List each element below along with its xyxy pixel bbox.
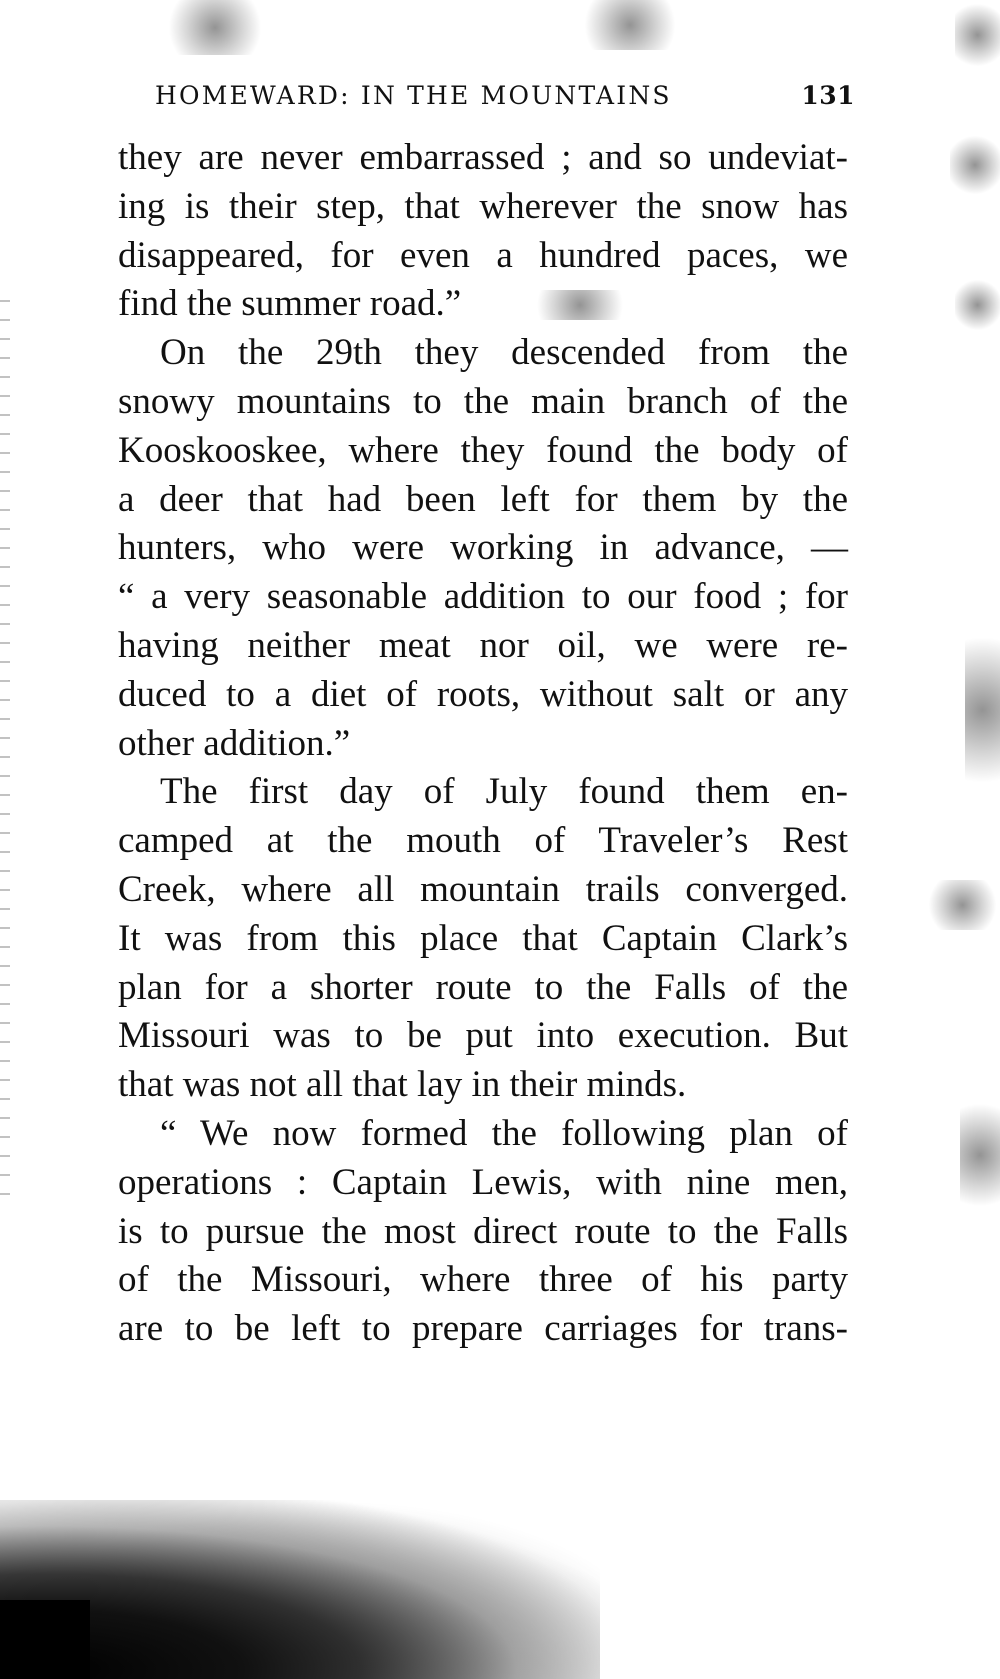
scan-smudge-right-5 (960, 1090, 1000, 1220)
text-line: hunters, who were working in advance, — (118, 527, 848, 569)
text-line: “ a very seasonable addition to our food ; for (118, 576, 848, 618)
scan-smudge-top-right (955, 0, 1000, 70)
text-line: snowy mountains to the main branch of the (118, 380, 848, 422)
scan-smudge-top-left (160, 0, 270, 55)
running-head-title: HOMEWARD: IN THE MOUNTAINS (155, 81, 672, 110)
text-line: are to be left to prepare carriages for trans- (118, 1308, 848, 1350)
scan-smudge-right-3 (965, 615, 1000, 805)
text-line: disappeared, for even a hundred paces, we (118, 234, 848, 276)
text-line: is to pursue the most direct route to the Falls (118, 1210, 848, 1252)
scan-smudge-right-1 (950, 135, 1000, 195)
text-line: they are never embarrassed ; and so undeviat- (118, 137, 848, 178)
text-line: of the Missouri, where three of his party (118, 1259, 848, 1301)
scan-smudge-right-2 (955, 280, 1000, 330)
text-line: Kooskooskee, where they found the body of (118, 429, 848, 471)
body-text (118, 134, 848, 1354)
scan-smudge-top-center (575, 0, 685, 50)
bottom-scan-blot (0, 1500, 600, 1679)
page-number: 131 (801, 81, 855, 110)
text-line: having neither meat nor oil, we were re- (118, 624, 848, 666)
text-line: The first day of July found them en- (160, 771, 848, 813)
text-line: Creek, where all mountain trails converged. (118, 868, 848, 910)
text-line: plan for a shorter route to the Falls of the (118, 966, 848, 1008)
text-line: find the summer road.” (118, 283, 462, 325)
text-line: camped at the mouth of Traveler’s Rest (118, 820, 848, 862)
text-line: operations : Captain Lewis, with nine men, (118, 1161, 848, 1203)
text-line: On the 29th they descended from the (160, 332, 848, 374)
text-line: that was not all that lay in their minds. (118, 1064, 687, 1106)
bottom-black-corner (0, 1600, 90, 1679)
text-line: a deer that had been left for them by the (118, 478, 848, 520)
text-line: other addition.” (118, 722, 351, 764)
text-line: It was from this place that Captain Clark’s (118, 917, 848, 959)
text-line: “ We now formed the following plan of (160, 1112, 848, 1154)
left-edge-specks (0, 300, 10, 1200)
scan-smudge-right-4 (925, 880, 1000, 930)
text-line: duced to a diet of roots, without salt or any (118, 673, 848, 715)
text-line: ing is their step, that wherever the snow has (118, 185, 848, 227)
text-line: Missouri was to be put into execution. But (118, 1015, 848, 1057)
running-head (155, 76, 855, 116)
